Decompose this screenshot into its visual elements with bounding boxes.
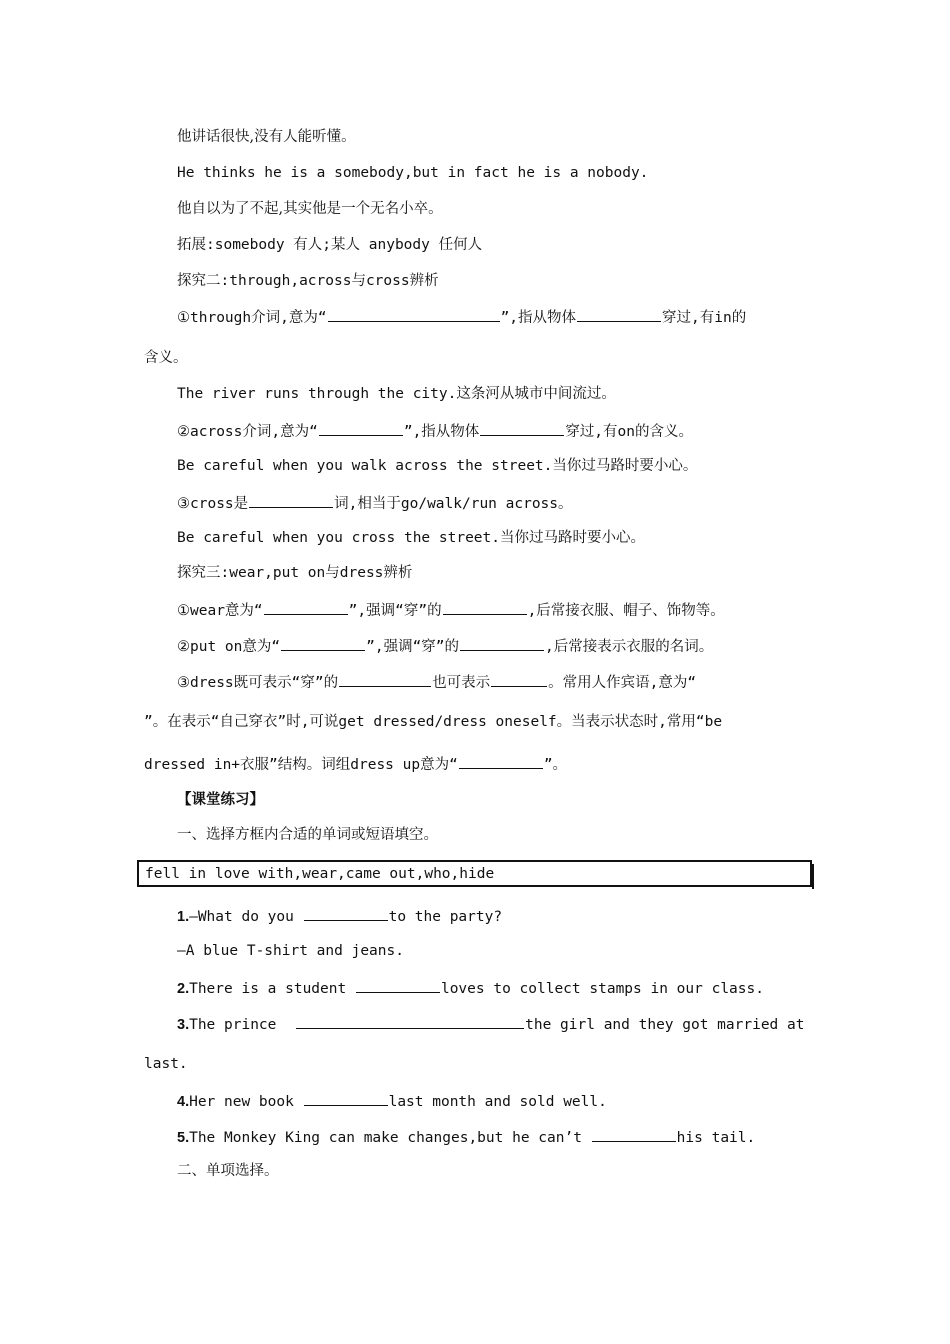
example-sentence: The river runs through the city.这条河从城市中间流过。 (177, 386, 616, 402)
answer-blank[interactable] (296, 1013, 524, 1029)
text-line: 含义。 (144, 350, 188, 366)
example-sentence: He thinks he is a somebody,but in fact he is a nobody. (177, 165, 649, 181)
answer-blank[interactable] (459, 753, 543, 769)
answer-blank[interactable] (480, 420, 564, 436)
fill-line: ②put on意为“ ”,强调“穿”的 ,后常接表示衣服的名词。 (177, 635, 713, 657)
text-line: ”。在表示“自己穿衣”时,可说get dressed/dress oneself。当表示状态时,常用“be (144, 714, 723, 730)
fill-line: ②across介词,意为“ ”,指从物体 穿过,有on的含义。 (177, 420, 693, 442)
fill-line: ③dress既可表示“穿”的 也可表示 。常用人作宾语,意为“ (177, 671, 696, 693)
answer-blank[interactable] (577, 306, 661, 322)
answer-blank[interactable] (249, 492, 333, 508)
fill-line: ①wear意为“ ”,强调“穿”的 ,后常接衣服、帽子、饰物等。 (177, 599, 725, 621)
text-line: 他自以为了不起,其实他是一个无名小卒。 (177, 201, 443, 217)
word-box (137, 860, 812, 887)
question-4: 4.Her new book last month and sold well. (177, 1090, 607, 1112)
instruction-text: 二、单项选择。 (177, 1163, 279, 1179)
answer-blank[interactable] (356, 977, 440, 993)
extension-note: 拓展:somebody 有人;某人 anybody 任何人 (177, 237, 483, 253)
example-sentence: Be careful when you walk across the street.当你过马路时要小心。 (177, 458, 698, 474)
section-heading: 【课堂练习】 (177, 791, 264, 808)
fill-line: ①through介词,意为“ ”,指从物体 穿过,有in的 (177, 306, 746, 328)
text-line: 他讲话很快,没有人能听懂。 (177, 129, 356, 145)
answer-blank[interactable] (328, 306, 500, 322)
answer-blank[interactable] (281, 635, 365, 651)
question-2: 2.There is a student loves to collect stamps in our class. (177, 977, 764, 999)
text-line: last. (144, 1056, 188, 1072)
answer-blank[interactable] (460, 635, 544, 651)
answer-blank[interactable] (339, 671, 431, 687)
fill-line: dressed in+衣服”结构。词组dress up意为“ ”。 (144, 753, 567, 775)
question-5: 5.The Monkey King can make changes,but he can’t his tail. (177, 1126, 755, 1148)
subsection-heading: 探究二:through,across与cross辨析 (177, 273, 439, 289)
answer-blank[interactable] (319, 420, 403, 436)
answer-blank[interactable] (304, 905, 388, 921)
word-box-text: fell in love with,wear,came out,who,hide (145, 866, 495, 882)
fill-line: ③cross是 词,相当于go/walk/run across。 (177, 492, 573, 514)
instruction-text: 一、选择方框内合适的单词或短语填空。 (177, 827, 438, 843)
question-3: 3.The prince the girl and they got married at (177, 1013, 804, 1035)
answer-blank[interactable] (304, 1090, 388, 1106)
answer-blank[interactable] (491, 671, 547, 687)
question-1-answer: —A blue T-shirt and jeans. (177, 943, 404, 959)
subsection-heading: 探究三:wear,put on与dress辨析 (177, 565, 413, 581)
answer-blank[interactable] (443, 599, 527, 615)
example-sentence: Be careful when you cross the street.当你过马路时要小心。 (177, 530, 645, 546)
question-1: 1.—What do you to the party? (177, 905, 502, 927)
answer-blank[interactable] (264, 599, 348, 615)
answer-blank[interactable] (592, 1126, 676, 1142)
